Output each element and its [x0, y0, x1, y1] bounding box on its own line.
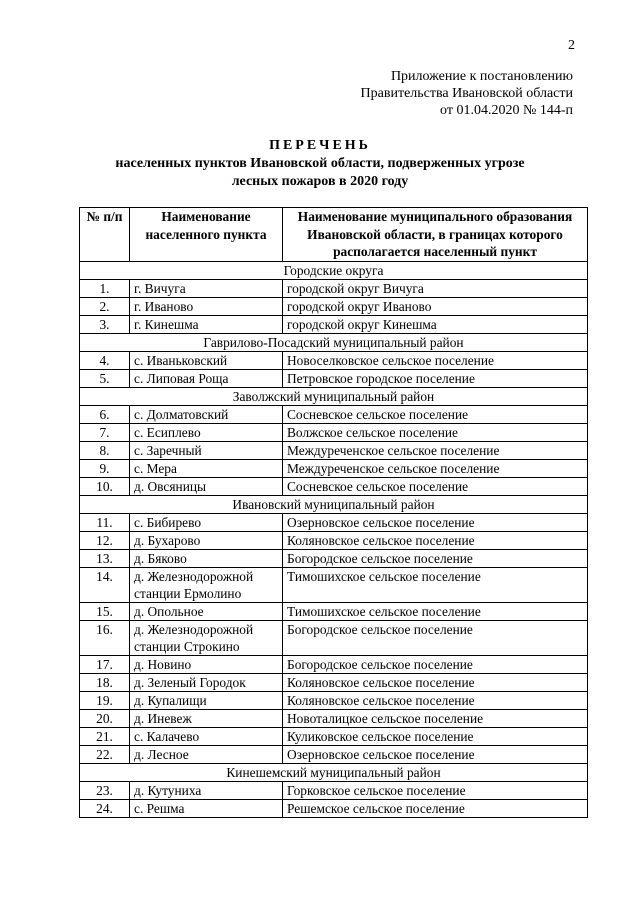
settlement-name: д. Кутуниха	[130, 781, 283, 799]
table-row	[80, 655, 588, 673]
municipality-name: Сосневское сельское поселение	[283, 477, 588, 495]
municipality-name: Тимошихское сельское поселение	[283, 567, 588, 602]
table-row	[80, 315, 588, 333]
header-municipality: Наименование муниципального образования Ивановской области, в границах которого располагается населенный пункт	[283, 208, 588, 262]
municipality-name: Богородское сельское поселение	[283, 655, 588, 673]
settlement-name: д. Опольное	[130, 602, 283, 620]
group-title: Кинешемский муниципальный район	[80, 763, 588, 781]
municipality-name: Сосневское сельское поселение	[283, 405, 588, 423]
row-number: 19.	[80, 691, 130, 709]
settlement-name: д. Овсяницы	[130, 477, 283, 495]
municipality-name: Коляновское сельское поселение	[283, 531, 588, 549]
table-row	[80, 602, 588, 620]
row-number: 10.	[80, 477, 130, 495]
group-title: Ивановский муниципальный район	[80, 495, 588, 513]
table-row	[80, 459, 588, 477]
settlement-name: с. Есиплево	[130, 423, 283, 441]
settlement-name: с. Калачево	[130, 727, 283, 745]
table-row	[80, 369, 588, 387]
title-line-2: лесных пожаров в 2020 году	[231, 174, 409, 189]
table-row	[80, 549, 588, 567]
settlement-name: с. Долматовский	[130, 405, 283, 423]
row-number: 18.	[80, 673, 130, 691]
table-row	[80, 279, 588, 297]
settlement-name: д. Бухарово	[130, 531, 283, 549]
row-number: 3.	[80, 315, 130, 333]
group-header-row	[80, 261, 588, 279]
row-number: 20.	[80, 709, 130, 727]
row-number: 13.	[80, 549, 130, 567]
settlement-name: с. Мера	[130, 459, 283, 477]
table-row	[80, 567, 588, 602]
table-row	[80, 531, 588, 549]
settlement-name: с. Иваньковский	[130, 351, 283, 369]
municipality-name: городской округ Иваново	[283, 297, 588, 315]
settlement-name: с. Липовая Роща	[130, 369, 283, 387]
row-number: 1.	[80, 279, 130, 297]
row-number: 2.	[80, 297, 130, 315]
header-settlement-name: Наименование населенного пункта	[130, 208, 283, 262]
municipality-name: Богородское сельское поселение	[283, 620, 588, 655]
group-header-row	[80, 763, 588, 781]
municipality-name: Новоселковское сельское поселение	[283, 351, 588, 369]
document-title	[0, 137, 640, 191]
municipality-name: городской округ Кинешма	[283, 315, 588, 333]
row-number: 5.	[80, 369, 130, 387]
municipality-name: Тимошихское сельское поселение	[283, 602, 588, 620]
table-row	[80, 691, 588, 709]
row-number: 24.	[80, 799, 130, 817]
settlements-table	[79, 207, 588, 818]
settlement-name: д. Новино	[130, 655, 283, 673]
settlement-name: д. Железнодорожной станции Строкино	[130, 620, 283, 655]
row-number: 17.	[80, 655, 130, 673]
table-row	[80, 799, 588, 817]
appendix-line-3: от 01.04.2020 № 144-п	[440, 103, 573, 118]
municipality-name: Междуреченское сельское поселение	[283, 459, 588, 477]
group-title: Заволжский муниципальный район	[80, 387, 588, 405]
settlement-name: с. Бибирево	[130, 513, 283, 531]
row-number: 22.	[80, 745, 130, 763]
page-number: 2	[568, 38, 575, 53]
header-number: № п/п	[80, 208, 130, 262]
group-header-row	[80, 495, 588, 513]
table-row	[80, 351, 588, 369]
settlement-name: д. Бяково	[130, 549, 283, 567]
row-number: 7.	[80, 423, 130, 441]
title-heading: ПЕРЕЧЕНЬ	[269, 138, 371, 153]
group-title: Городские округа	[80, 261, 588, 279]
appendix-line-1: Приложение к постановлению	[390, 69, 573, 84]
settlement-name: д. Железнодорожной станции Ермолино	[130, 567, 283, 602]
municipality-name: Петровское городское поселение	[283, 369, 588, 387]
row-number: 23.	[80, 781, 130, 799]
group-title: Гаврилово-Посадский муниципальный район	[80, 333, 588, 351]
row-number: 15.	[80, 602, 130, 620]
group-header-row	[80, 333, 588, 351]
settlement-name: д. Иневеж	[130, 709, 283, 727]
table-row	[80, 405, 588, 423]
municipality-name: Богородское сельское поселение	[283, 549, 588, 567]
settlement-name: д. Купалищи	[130, 691, 283, 709]
table-row	[80, 745, 588, 763]
municipality-name: Волжское сельское поселение	[283, 423, 588, 441]
row-number: 16.	[80, 620, 130, 655]
municipality-name: Решемское сельское поселение	[283, 799, 588, 817]
row-number: 12.	[80, 531, 130, 549]
table-row	[80, 709, 588, 727]
settlement-name: с. Заречный	[130, 441, 283, 459]
table-row	[80, 781, 588, 799]
row-number: 4.	[80, 351, 130, 369]
municipality-name: Горковское сельское поселение	[283, 781, 588, 799]
municipality-name: Новоталицкое сельское поселение	[283, 709, 588, 727]
settlement-name: г. Иваново	[130, 297, 283, 315]
municipality-name: Озерновское сельское поселение	[283, 745, 588, 763]
settlement-name: г. Кинешма	[130, 315, 283, 333]
table-row	[80, 513, 588, 531]
municipality-name: Куликовское сельское поселение	[283, 727, 588, 745]
settlement-name: д. Зеленый Городок	[130, 673, 283, 691]
row-number: 14.	[80, 567, 130, 602]
table-row	[80, 297, 588, 315]
row-number: 6.	[80, 405, 130, 423]
group-header-row	[80, 387, 588, 405]
municipality-name: Междуреченское сельское поселение	[283, 441, 588, 459]
table-row	[80, 477, 588, 495]
appendix-reference	[0, 68, 573, 119]
table-row	[80, 727, 588, 745]
table-row	[80, 441, 588, 459]
appendix-line-2: Правительства Ивановской области	[360, 86, 573, 101]
row-number: 11.	[80, 513, 130, 531]
title-line-1: населенных пунктов Ивановской области, подверженных угрозе	[115, 156, 525, 171]
row-number: 8.	[80, 441, 130, 459]
table-row	[80, 423, 588, 441]
table-header-row	[80, 208, 588, 262]
settlement-name: д. Лесное	[130, 745, 283, 763]
table-row	[80, 673, 588, 691]
table-row	[80, 620, 588, 655]
row-number: 9.	[80, 459, 130, 477]
settlement-name: с. Решма	[130, 799, 283, 817]
municipality-name: Коляновское сельское поселение	[283, 673, 588, 691]
settlement-name: г. Вичуга	[130, 279, 283, 297]
municipality-name: городской округ Вичуга	[283, 279, 588, 297]
municipality-name: Озерновское сельское поселение	[283, 513, 588, 531]
table-body	[80, 261, 588, 817]
row-number: 21.	[80, 727, 130, 745]
municipality-name: Коляновское сельское поселение	[283, 691, 588, 709]
